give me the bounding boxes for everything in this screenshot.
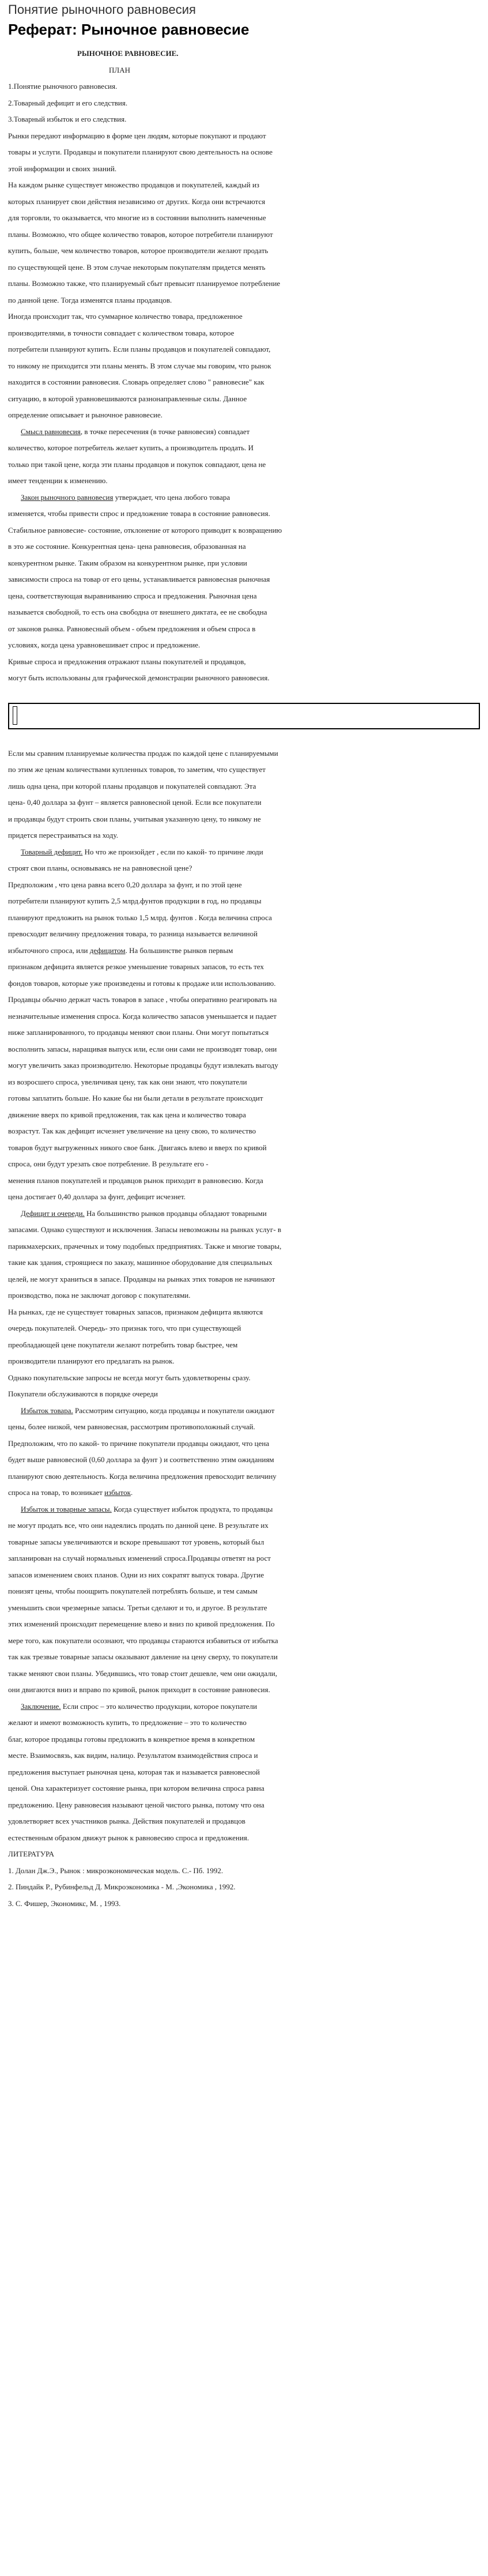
text-line: в это же состояние. Конкурентная цена- цена равновесия, образованная на <box>8 542 246 551</box>
text-line: имеет тенденции к изменению. <box>8 476 108 485</box>
text-line: незначительные изменения спроса. Когда количество запасов уменьшается и падает <box>8 1011 277 1020</box>
text-line: производителями, в точности совпадает с количеством товара, которое <box>8 328 234 337</box>
text-line: признаком дефицита является резкое уменьшение товарных запасов, то есть тех <box>8 962 264 971</box>
text-line: парикмахерских, прачечных и тому подобных предприятиях. Также и многие товары, <box>8 1241 282 1251</box>
text-line: преобладающей цене покупатели желают потребить товар быстрее, чем <box>8 1340 238 1349</box>
literature-item: 2. Пиндайк Р., Рубинфельд Д. Микроэкономика - М. ,Экономика , 1992. <box>8 1882 236 1891</box>
deficit-paragraph <box>8 844 480 861</box>
surplus-text: Рассмотрим ситуацию, когда продавцы и покупатели ожидают <box>73 1406 275 1415</box>
text-line: естественным образом движут рынок к равновесию спроса и предложения. <box>8 1833 249 1842</box>
law-text: утверждает, что цена любого товара <box>113 492 230 502</box>
conclusion-paragraph <box>8 1698 480 1715</box>
literature-label: ЛИТЕРАТУРА <box>8 1850 54 1858</box>
text-line: Покупатели обслуживаются в порядке очереди <box>8 1389 158 1398</box>
surplus-term: Избыток товара. <box>21 1406 73 1415</box>
text-line: ситуацию, в которой уравновешиваются разнонаправленные силы. Данное <box>8 394 247 403</box>
site-title: Понятие рыночного равновесия <box>8 2 196 17</box>
plan-item: 3.Товарный избыток и его следствия. <box>8 115 127 123</box>
text-line: На рынках, где не существует товарных запасов, признаком дефицита являются <box>8 1307 263 1316</box>
surplus-stock-term: Избыток и товарные запасы. <box>21 1504 112 1513</box>
text-line: удовлетворяет всех участников рынка. Действия покупателей и продавцов <box>8 1817 245 1825</box>
surplus-prefix: спроса на товар, то возникает <box>8 1488 105 1497</box>
conclusion-term: Заключение. <box>21 1701 61 1711</box>
deficit-lines-2 <box>8 959 480 1206</box>
article-body <box>8 46 480 1912</box>
text-line: конкурентном рынке. Таким образом на конкурентном рынке, при условии <box>8 558 247 567</box>
surplus-stock-lines <box>8 1517 480 1698</box>
queue-paragraph <box>8 1206 480 1222</box>
text-line: находится в состоянии равновесия. Словарь определяет слово " равновесие" как <box>8 378 264 386</box>
literature-list <box>8 1863 480 1912</box>
text-line: Рынки передают информацию в форме цен людям, которые покупают и продают <box>8 131 266 140</box>
conclusion-lines <box>8 1715 480 1846</box>
text-line: по этим же ценам количествами купленных товаров, то заметим, что существует <box>8 765 266 774</box>
text-line: потребители планируют купить. Если планы продавцов и покупателей совпадают, <box>8 345 271 353</box>
deficit-term: Товарный дефицит. <box>21 847 83 856</box>
plan-label: ПЛАН <box>109 65 130 74</box>
text-line: производство, пока не заключат договор с покупателями. <box>8 1291 191 1300</box>
graph-placeholder-image <box>13 706 17 725</box>
deficit-word-line <box>8 943 480 959</box>
text-line: также меняют свои планы. Убедившись, что товар стоит дешевле, чем они ожидали, <box>8 1669 278 1678</box>
text-line: планы. Возможно, что общее количество товаров, которое потребители планируют <box>8 229 273 239</box>
plan-item: 2.Товарный дефицит и его следствия. <box>8 98 128 107</box>
text-line: определение описывает и рыночное равновесие. <box>8 410 162 419</box>
text-line: только при такой цене, когда эти планы продавцов и покупок совпадают, цена не <box>8 460 266 469</box>
graph-placeholder-frame <box>8 703 480 729</box>
text-line: товары и услуги. Продавцы и покупатели планируют свою деятельность на основе <box>8 148 273 156</box>
deficit-word: дефицитом <box>89 946 126 955</box>
text-line: превосходит величину предложения товара, то разница называется величиной <box>8 929 258 938</box>
law-term: Закон рыночного равновесия <box>21 492 114 502</box>
text-line: очередь покупателей. Очередь- это признак того, что при существующей <box>8 1324 241 1332</box>
text-line: зависимости спроса на товар от его цены, устанавливается равновесная рыночная <box>8 575 270 583</box>
text-line: будет выше равновесной (0,60 доллара за фунт ) и соответственно этим ожиданиям <box>8 1455 274 1464</box>
text-line: ниже запланированного, то продавцы меняют свои планы. Они могут попытаться <box>8 1028 269 1037</box>
text-line: движение вверх по кривой предложения, так как цена и количество товара <box>8 1110 246 1119</box>
plan-list <box>8 78 480 128</box>
text-line: купить, больше, чем количество товаров, которое производители желают продать <box>8 246 268 255</box>
text-line: фондов товаров, которые уже произведены и готовы к продаже или использованию. <box>8 978 276 988</box>
text-line: которых планирует свои действия независимо от других. Когда они встречаются <box>8 197 266 206</box>
text-line: то никому не приходится эти планы менять. В этом случае мы говорим, что рынок <box>8 361 271 370</box>
text-line: для торговли, то оказывается, что многие из в состоянии выполнить намеченные <box>8 213 266 222</box>
text-line: Стабильное равновесие- состояние, отклонение от которого приводит к возвращению <box>8 525 282 534</box>
queue-text: На большинство рынков продавцы обладают товарными <box>84 1208 267 1218</box>
text-line: спроса, они будут урезать свое потребление. В результате его - <box>8 1159 209 1168</box>
literature-item: 3. С. Фишер, Экономикс, М. , 1993. <box>8 1899 121 1908</box>
deficit-lines <box>8 860 480 943</box>
text-line: называется свободной, то есть она свободна от внешнего диктата, ее не свободна <box>8 608 267 616</box>
text-line: по существующей цене. В этом случае некоторым покупателям придется менять <box>8 262 266 272</box>
text-line: этой информации и своих знаний. <box>8 164 117 173</box>
text-line: цена- 0,40 доллара за фунт – является равновесной ценой. Если все покупатели <box>8 798 262 807</box>
text-line: из возросшего спроса, увеличивая цену, так как они знают, что покупатели <box>8 1077 247 1086</box>
document-title: Реферат: Рыночное равновесие <box>8 21 249 38</box>
surplus-stock-paragraph <box>8 1501 480 1518</box>
text-line: потребители планируют купить 2,5 млрд.фунтов продукции в год, но продавцы <box>8 897 262 905</box>
text-line: предложению. Цену равновесия называют ценой чистого рынка, потому что она <box>8 1800 264 1809</box>
text-line: менения планов покупателей и продавцов рынок приходит в равновесию. Когда <box>8 1176 263 1185</box>
text-line: Предположим, что по какой- то причине покупатели продавцы ожидают, что цена <box>8 1438 270 1448</box>
deficit-prefix: избыточного спроса, или <box>8 946 90 955</box>
text-line: Кривые спроса и предложения отражают планы покупателей и продавцов, <box>8 657 246 666</box>
text-line: месте. Взаимосвязь, как видим, налицо. Результатом взаимодействия спроса и <box>8 1751 258 1760</box>
text-line: они двигаются вниз и вправо по кривой, рынок приходит в состояние равновесия. <box>8 1685 270 1694</box>
text-line: готовы заплатить больше. Но какие бы ни были детали в результате происходит <box>8 1094 263 1102</box>
text-line: Предположим , что цена равна всего 0,20 доллара за фунт, и по этой цене <box>8 880 242 889</box>
literature-item: 1. Долан Дж.Э., Рынок : микроэкономическая модель. С.- Пб. 1992. <box>8 1866 224 1875</box>
text-line: не могут продать все, что они надеялись продать по данной цене. В результате их <box>8 1521 268 1530</box>
text-line: так как трезвые товарные запасы оказывают давление на цену сверху, то покупатели <box>8 1652 278 1661</box>
queue-lines <box>8 1222 480 1403</box>
text-line: восполнить запасы, наращивая выпуск или, если они сами не производят товар, они <box>8 1044 277 1053</box>
text-line: запланирован на случай нормальных изменений спроса.Продавцы ответят на рост <box>8 1554 271 1562</box>
queue-term: Дефицит и очереди. <box>21 1208 85 1218</box>
text-line: лишь одна цена, при которой планы продавцов и покупателей совпадают. Эта <box>8 781 256 790</box>
text-line: предложения выступает рыночная цена, которая так и называется равновесной <box>8 1767 260 1776</box>
meaning-term: Смысл равновесия <box>21 427 81 436</box>
text-line: мере того, как покупатели осознают, что продавцы стараются избавиться от избытка <box>8 1636 278 1645</box>
text-line: товарные запасы увеличиваются и вскоре превышают тот уровень, который был <box>8 1537 264 1546</box>
text-line: по данной цене. Тогда изменятся планы продавцов. <box>8 295 172 304</box>
text-line: придется перестраиваться на ходу. <box>8 831 118 839</box>
text-line: этих изменений происходит перемещение влево и вниз по кривой предложения. По <box>8 1620 275 1628</box>
section-equilibrium-price <box>8 745 480 844</box>
text-line: и продавцы будут строить свои планы, учитывая указанную цену, то никому не <box>8 814 261 823</box>
text-line: такие как здания, строящиеся по заказу, машинное оборудование для специальных <box>8 1258 273 1267</box>
deficit-after: . На большинстве рынков первым <box>125 946 233 955</box>
text-line: возрастут. Так как дефицит исчезнет увеличение на цену свою, то количество <box>8 1127 256 1135</box>
text-line: строят свои планы, основываясь не на равновесной цене? <box>8 864 192 872</box>
text-line: Если мы сравним планируемые количества продаж по каждой цене с планируемыми <box>8 748 278 758</box>
text-line: понизят цены, чтобы поощрить покупателей потреблять больше, и тем самым <box>8 1587 258 1595</box>
text-line: уменьшить свои чрезмерные запасы. Третьи сделают и то, и другое. В результате <box>8 1603 267 1612</box>
surplus-word-line <box>8 1485 480 1501</box>
deficit-text: Но что же произойдет , если по какой- то причине люди <box>82 847 263 856</box>
text-line: целей, не могут храниться в запасе. Продавцы на рынках этих товаров не начинают <box>8 1274 275 1283</box>
text-line: ценой. Она характеризует состояние рынка, при котором величина спроса равна <box>8 1784 264 1792</box>
text-line: условиях, когда цена уравновешивает спрос и предложение. <box>8 641 201 649</box>
text-line: могут быть использованы для графической демонстрации рыночного равновесия. <box>8 673 270 682</box>
text-line: благ, которое продавцы готовы предложить в конкретное время в конкретном <box>8 1734 255 1743</box>
text-line: товаров будут выгруженных никого свое банк. Двигаясь влево и вверх по кривой <box>8 1143 267 1152</box>
surplus-word: избыток <box>104 1488 131 1497</box>
plan-item: 1.Понятие рыночного равновесия. <box>8 82 118 91</box>
surplus-stock-text: Когда существует избыток продукта, то продавцы <box>111 1504 273 1513</box>
text-line: планы. Возможно также, что планируемый сбыт превысит планируемое потребление <box>8 279 281 288</box>
meaning-text: , в точке пересечения (в точке равновесия) совпадает <box>80 427 250 436</box>
text-line: запасами. Однако существуют и исключения. Запасы невозможны на рынках услуг- в <box>8 1225 282 1234</box>
surplus-dot: . <box>130 1488 133 1497</box>
meaning-lines <box>8 440 480 489</box>
text-line: производители планируют его предлагать на рынок. <box>8 1357 175 1365</box>
text-line: Продавцы обычно держат часть товаров в запасе , чтобы оперативно реагировать на <box>8 995 277 1004</box>
text-line: запасов изменением своих планов. Одни из них сократят выпуск товара. Другие <box>8 1570 264 1579</box>
law-paragraph <box>8 489 480 506</box>
conclusion-text: Если спрос – это количество продукции, которое покупатели <box>60 1701 258 1711</box>
text-line: Иногда происходит так, что суммарное количество товара, предложенное <box>8 312 243 321</box>
text-line: На каждом рынке существует множество продавцов и покупателей, каждый из <box>8 180 260 189</box>
text-line: изменяется, чтобы привести спрос и предложение товара в состояние равновесия. <box>8 509 270 518</box>
text-line: желают и имеют возможность купить, то предложение – это то количество <box>8 1718 247 1727</box>
law-lines <box>8 506 480 687</box>
text-line: от законов рынка. Равновесный объем - объем предложения и объем спроса в <box>8 624 256 633</box>
text-line: могут увеличить заказ производителю. Некоторые продавцы будут извлекать выгоду <box>8 1061 278 1069</box>
surplus-lines <box>8 1419 480 1485</box>
text-line: планируют свою деятельность. Когда величина предложения превосходит величину <box>8 1471 277 1481</box>
text-line: планируют предложить на рынок только 1,5 млрд. фунтов . Когда величина спроса <box>8 913 272 922</box>
text-line: цена достигает 0,40 доллара за фунт, дефицит исчезнет. <box>8 1192 186 1201</box>
section-intro <box>8 128 480 424</box>
article-heading: РЫНОЧНОЕ РАВНОВЕСИЕ. <box>77 49 179 58</box>
meaning-paragraph <box>8 424 480 440</box>
text-line: Однако покупательские запросы не всегда могут быть удовлетворены сразу. <box>8 1373 251 1382</box>
text-line: цены, более низкой, чем равновесная, рассмотрим противоположный случай. <box>8 1422 255 1431</box>
text-line: цена, соответствующая выравниванию спроса и предложения. Рыночная цена <box>8 591 257 600</box>
surplus-paragraph <box>8 1403 480 1419</box>
text-line: количество, которое потребитель желает купить, а производитель продать. И <box>8 443 254 452</box>
